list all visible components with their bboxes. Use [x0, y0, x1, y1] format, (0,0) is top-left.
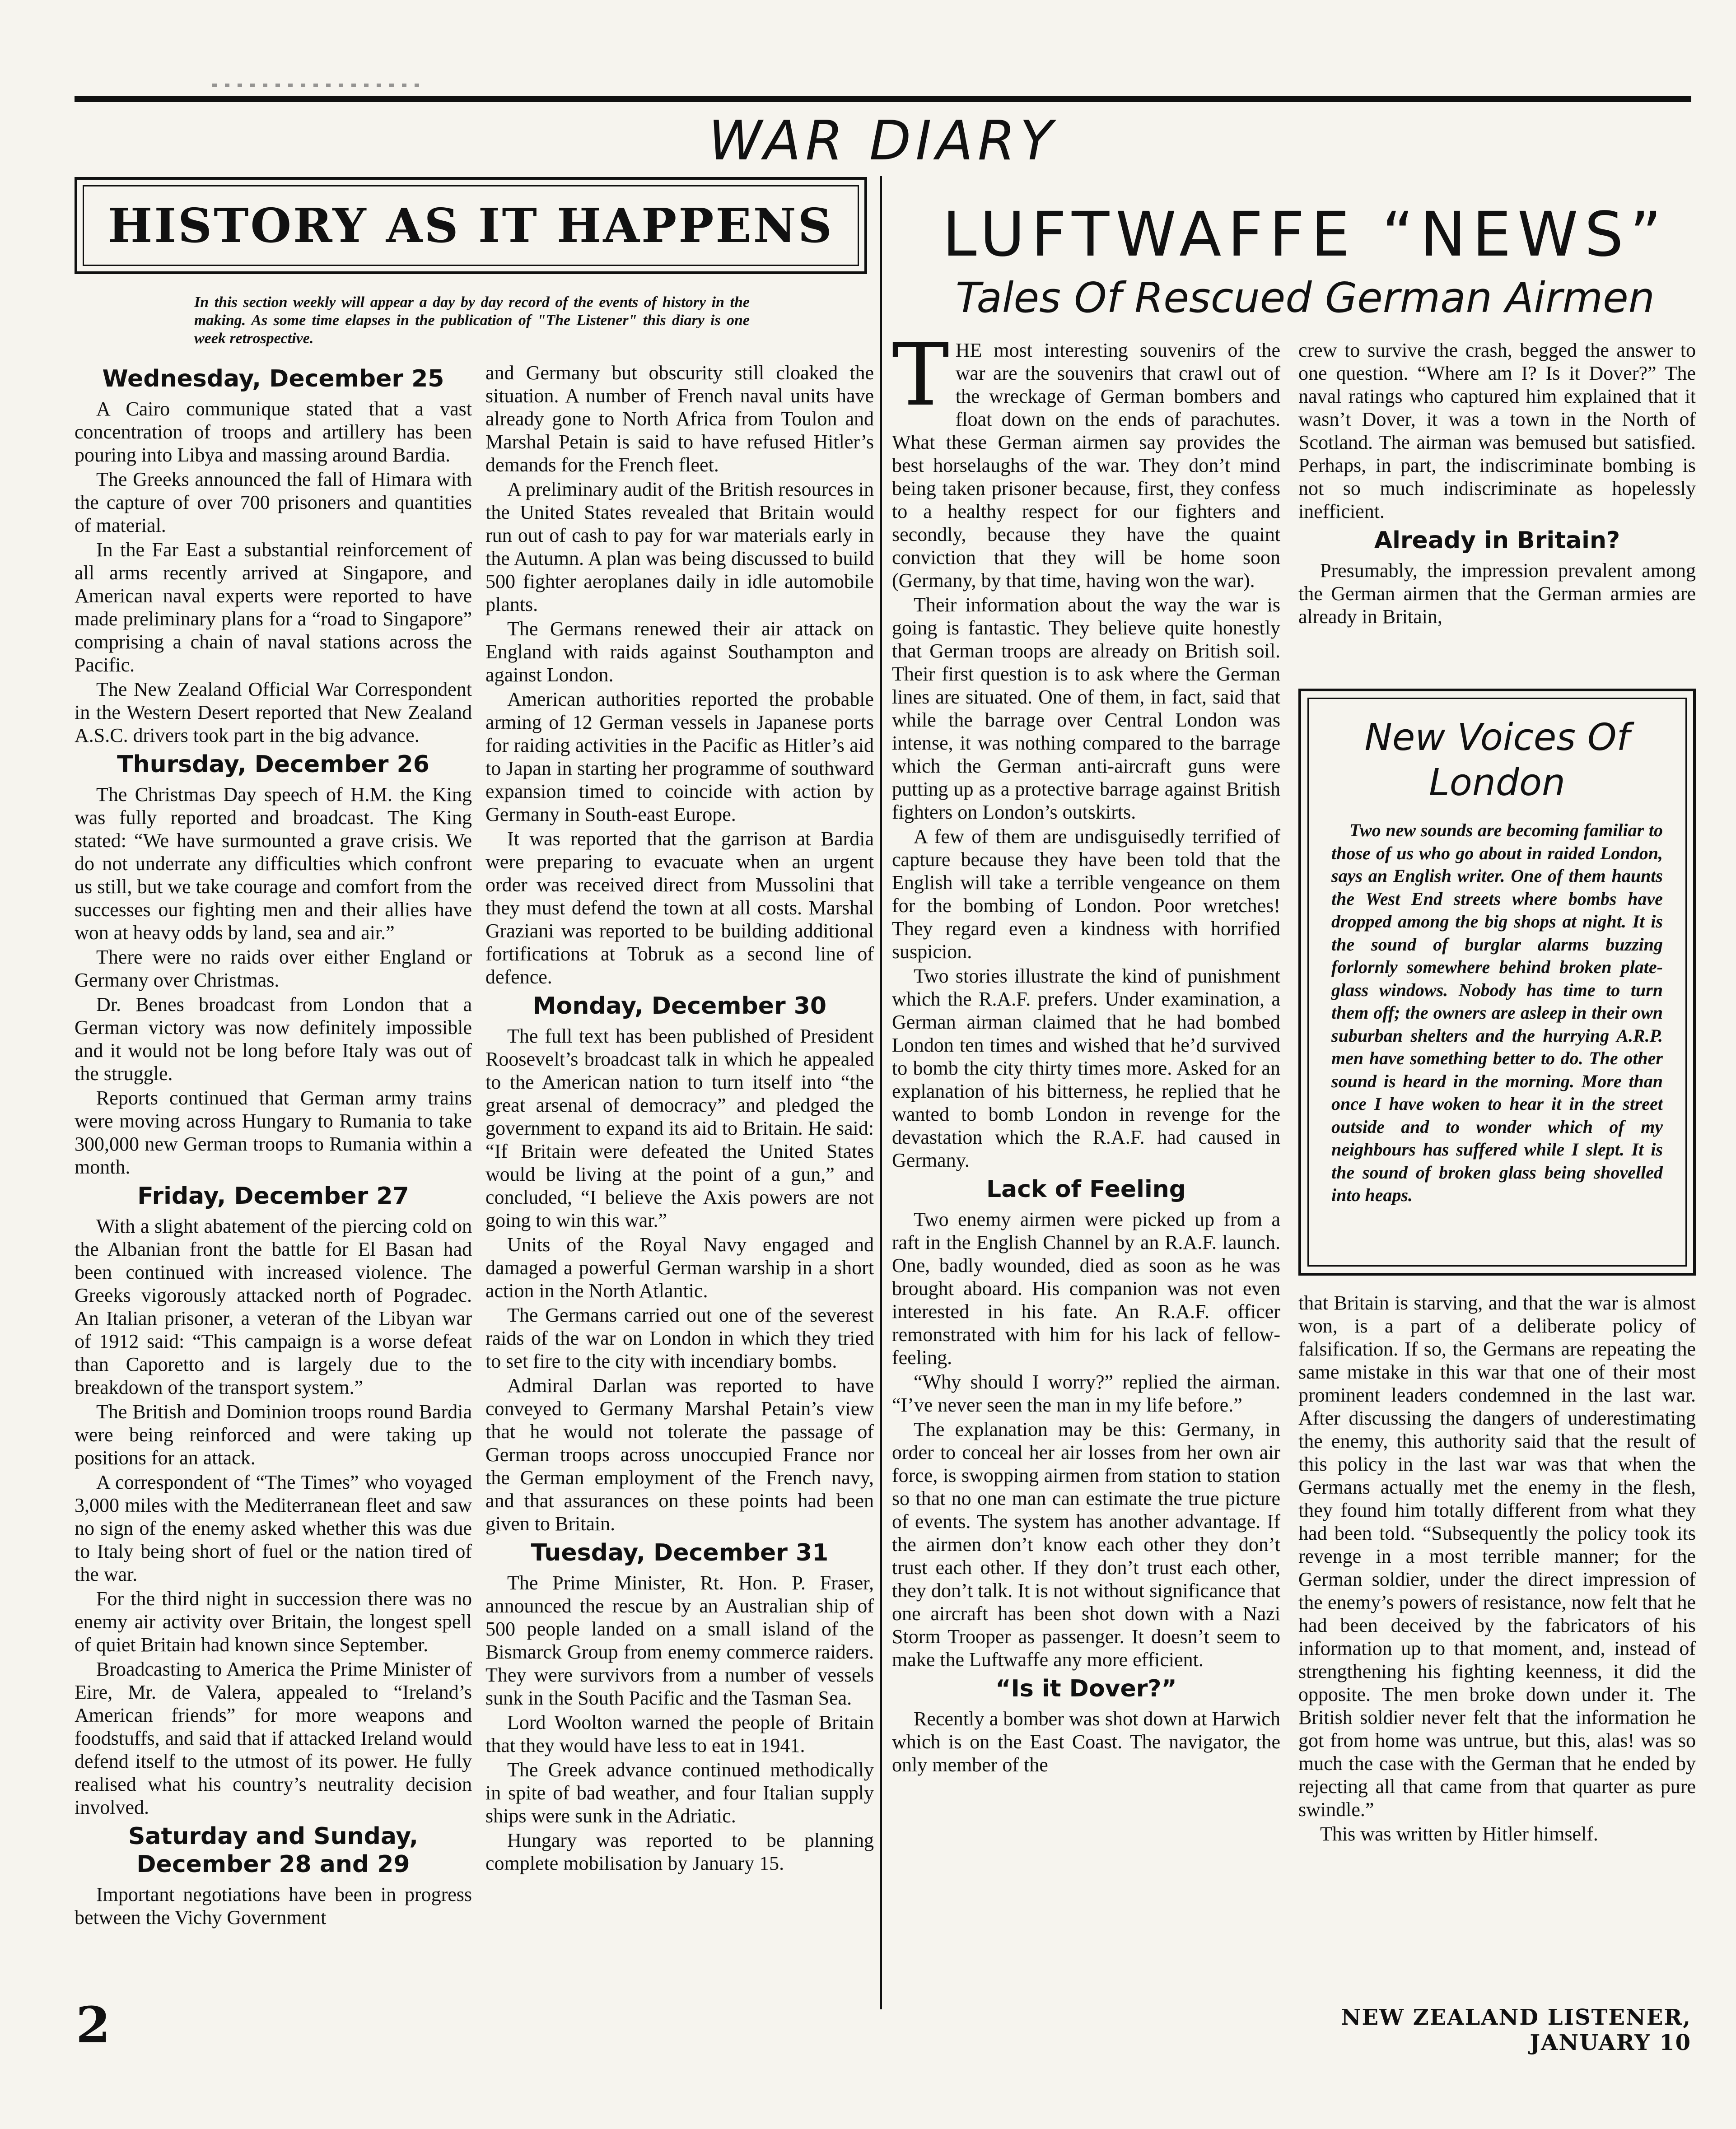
section-heading: “Is it Dover?”: [995, 1675, 1177, 1702]
paragraph: Presumably, the impression prevalent among the German airmen that the German armies are already in Britain,: [1298, 559, 1696, 628]
section-heading: Tuesday, December 31: [531, 1539, 829, 1566]
paragraph: “Why should I worry?” replied the airman. “I’ve never seen the man in my life before.”: [892, 1371, 1280, 1416]
paragraph: Two stories illustrate the kind of punishment which the R.A.F. prefers. Under examination, a German airman claimed that he had bombed London ten times and wished that he’d survived to bomb the city thirty times more. Asked for an explanation of his bitterness, he replied that he wanted to bomb London in revenge for the devastation which the R.A.F. had caused in Germany.: [892, 965, 1280, 1171]
paragraph: that Britain is starving, and that the war is almost won, is a part of a deliberate policy of falsification. If so, the Germans are repeating the same mistake in this war that one of their most prominent leaders condemned in the last war. After discussing the dangers of underestimating the enemy, this authority said that the result of this policy in the last war was that when the Germans actually met the enemy in the flesh, they found him totally different from what they had been told. “Subsequently the policy took its revenge in a most terrible manner; for the German soldier, under the direct impression of the enemy’s powers of resistance, now felt that he had been deceived by the fabricators of his information up to that moment, and, instead of strengthening his fighting keenness, it did the opposite. The men broke down under it. The British soldier never felt that the information he got from home was untrue, but this, alas! was so much the case with the German that he ended by rejecting all that came from that quarter as pure swindle.”: [1298, 1292, 1696, 1821]
paragraph: Their information about the way the war is going is fantastic. They believe quite honestly that German troops are already on British soil. Their first question is to ask where the German lines are situated. One of them, in fact, said that while the barrage over Central London was intense, it was nothing compared to the barrage which the German anti-aircraft guns were putting up as a protective barrage against British fighters on London’s outskirts.: [892, 594, 1280, 823]
paragraph: The Germans carried out one of the severest raids of the war on London in which they tried to set fire to the city with incendiary bombs.: [485, 1304, 874, 1372]
section-heading: Friday, December 27: [137, 1183, 409, 1210]
paragraph: It was reported that the garrison at Bardia were preparing to evacuate when an urgent order was received direct from Mussolini that they must defend the town at all costs. Marshal Graziani was reported to be building additional fortifications at Tobruk as a second line of defence.: [485, 828, 874, 988]
article-column-1: [892, 325, 1280, 1778]
section-heading: Wednesday, December 25: [102, 365, 444, 392]
paragraph: American authorities reported the probable arming of 12 German vessels in Japanese ports for raiding activities in the Pacific as Hitler’s aid to Japan in starting her programme of southward expansion timed to coincide with action by Germany in South-east Europe.: [485, 688, 874, 825]
paragraph: The full text has been published of President Roosevelt’s broadcast talk in which he appealed to the American nation to turn itself into “the great arsenal of democracy” and pledged the government to expand its aid to Britain. He said: “If Britain were defeated the United States would be living at the point of a gun,” and concluded, “I believe the Axis powers are not going to win this war.”: [485, 1025, 874, 1231]
masthead-title: WAR DIARY: [708, 110, 1058, 172]
section-heading: Monday, December 30: [532, 992, 827, 1020]
paragraph: For the third night in succession there was no enemy air activity over Britain, the longest spell of quiet Britain had known since September.: [75, 1588, 472, 1656]
paragraph: The British and Dominion troops round Bardia were being reinforced and were taking up positions for an attack.: [75, 1401, 472, 1469]
paragraph: The explanation may be this: Germany, in order to conceal her air losses from her own air force, is swopping airmen from station to station so that no one man can estimate the true picture of events. The system has another advantage. If the airmen don’t know each other they don’t trust each other. If they don’t trust each other, they don’t talk. It is not without significance that one aircraft has been shot down with a Nazi Storm Trooper as passenger. It doesn’t seem to make the Luftwaffe any more efficient.: [892, 1418, 1280, 1671]
paragraph-text: HE most interesting souvenirs of the war are the souvenirs that crawl out of the wreckage of German bombers and float down on the ends of parachutes. What these German airmen say provides the best horselaughs of the war. They don’t mind being taken prisoner because, first, they confess to a healthy respect for our fighters and secondly, because they have the quaint conviction that they will be home soon (Germany, by that time, having won the war).: [892, 339, 1280, 592]
masthead-rule: [75, 96, 1691, 102]
paragraph: A few of them are undisguisedly terrified of capture because they have been told that the English will take a terrible vengeance on them for the bombing of London. Poor wretches! They regard even a kindness with horrified suspicion.: [892, 825, 1280, 963]
paragraph: Broadcasting to America the Prime Minister of Eire, Mr. de Valera, appealed to “Ireland’s American friends” for more weapons and foodstuffs, and said that if attacked Ireland would defend itself to the utmost of its power. He fully realised what his country’s neutrality decision involved.: [75, 1658, 472, 1818]
paragraph: A preliminary audit of the British resources in the United States revealed that Britain would run out of cash to pay for war materials early in the Autumn. A plan was being discussed to build 500 fighter aeroplanes daily in idle automobile plants.: [485, 478, 874, 615]
paragraph: Dr. Benes broadcast from London that a German victory was now definitely impossible and it would not be long before Italy was out of the struggle.: [75, 993, 472, 1085]
paragraph: Reports continued that German army trains were moving across Hungary to Rumania to take 300,000 new German troops to Rumania within a month.: [75, 1087, 472, 1178]
paragraph: This was written by Hitler himself.: [1320, 1823, 1598, 1845]
paragraph: Units of the Royal Navy engaged and damaged a powerful German warship in a short action in the North Atlantic.: [485, 1234, 874, 1302]
section-heading: Already in Britain?: [1374, 527, 1620, 554]
new-voices-title: New Voices Of London: [1364, 716, 1630, 804]
paragraph: The New Zealand Official War Correspondent in the Western Desert reported that New Zealand A.S.C. drivers took part in the big advance.: [75, 678, 472, 746]
paragraph: Recently a bomber was shot down at Harwich which is on the East Coast. The navigator, the only member of the: [892, 1708, 1280, 1776]
new-voices-box: [1298, 689, 1696, 1276]
paragraph: The Christmas Day speech of H.M. the King was fully reported and broadcast. The King stated: “We have surmounted a grave crisis. We do not underrate any difficulties which confront us still, but we take courage and comfort from the successes our fighting men and their allies have won at heavy odds by land, sea and air.”: [75, 783, 472, 944]
paragraph: The Germans renewed their air attack on England with raids against Southampton and against London.: [485, 618, 874, 686]
diary-column-2: [485, 361, 874, 1876]
section-intro: In this section weekly will appear a day by day record of the events of history in the making. As some time elapses in the publication of "The Listener" this diary is one week retrospective.: [194, 294, 750, 347]
paragraph: A correspondent of “The Times” who voyaged 3,000 miles with the Mediterranean fleet and saw no sign of the enemy asked whether this was due to Italy being short of fuel or the nation tired of the war.: [75, 1471, 472, 1585]
paragraph: The Greek advance continued methodically in spite of bad weather, and four Italian supply ships were sunk in the Adriatic.: [485, 1759, 874, 1827]
section-heading: Lack of Feeling: [986, 1176, 1186, 1203]
paragraph: In the Far East a substantial reinforcement of all arms recently arrived at Singapore, and American naval experts were reported to have made preliminary plans for a “road to Singapore” comprising a chain of naval stations across the Pacific.: [75, 539, 472, 676]
paragraph: and Germany but obscurity still cloaked the situation. A number of French naval units have already gone to North Africa from Toulon and Marshal Petain is said to have refused Hitler’s demands for the French fleet.: [485, 362, 874, 476]
new-voices-text: Two new sounds are becoming familiar to those of us who go about in raided London, says an English writer. One of them haunts the West End streets where bombs have dropped among the big shops at night. It is the sound of burglar alarms buzzing forlornly somewhere behind broken plate-glass windows. Nobody has time to turn them off; the owners are asleep in their own suburban shelters and the hurrying A.R.P. men have something better to do. The other sound is heard in the morning. More than once I have woken to hear it in the street outside and to wonder which of my neighbours has suffered while I slept. It is the sound of broken glass being shovelled into heaps.: [1331, 820, 1663, 1205]
paragraph: A Cairo communique stated that a vast concentration of troops and artillery has been pouring into Libya and massing around Bardia.: [75, 398, 472, 466]
paragraph: Two enemy airmen were picked up from a raft in the English Channel by an R.A.F. launch. One, badly wounded, died as soon as he was brought aboard. His companion was not even interested in his fate. An R.A.F. officer remonstrated with him for his lack of fellow-feeling.: [892, 1208, 1280, 1369]
section-heading: Saturday and Sunday, December 28 and 29: [128, 1823, 419, 1878]
drop-cap: T: [892, 325, 949, 425]
page-number: 2: [76, 1996, 111, 2054]
column-divider: [880, 176, 882, 2009]
article-column-2-top: [1298, 339, 1696, 629]
history-header-box: [75, 177, 867, 274]
paragraph: The Prime Minister, Rt. Hon. P. Fraser, announced the rescue by an Australian ship of 500 people landed on a small island of the Bismarck Group from enemy commerce raiders. They were survivors from a number of vessels sunk in the South Pacific and the Tasman Sea.: [485, 1572, 874, 1709]
luftwaffe-subtitle: Tales Of Rescued German Airmen: [955, 274, 1655, 322]
paragraph: Hungary was reported to be planning complete mobilisation by January 15.: [485, 1829, 874, 1874]
paragraph: With a slight abatement of the piercing cold on the Albanian front the battle for El Basan had been continued with increased violence. The Greeks vigorously attacked north of Pogradec. An Italian prisoner, a veteran of the Libyan war of 1912 said: “This campaign is a worse defeat than Caporetto and is largely due to the breakdown of the transport system.”: [75, 1215, 472, 1398]
history-header-title: HISTORY AS IT HAPPENS: [83, 185, 859, 266]
section-heading: Thursday, December 26: [117, 751, 429, 778]
luftwaffe-title: LUFTWAFFE “NEWS”: [942, 199, 1668, 270]
top-print-marks: [212, 84, 420, 87]
paragraph: Admiral Darlan was reported to have conveyed to Germany Marshal Petain’s view that he would not tolerate the passage of German troops across unoccupied France nor the German employment of the French navy, and that assurances on these points had been given to Britain.: [485, 1374, 874, 1535]
paragraph: The Greeks announced the fall of Himara with the capture of over 700 prisoners and quantities of material.: [75, 468, 472, 536]
paragraph: Important negotiations have been in progress between the Vichy Government: [75, 1883, 472, 1929]
paragraph: [892, 325, 1280, 592]
paragraph: crew to survive the crash, begged the answer to one question. “Where am I? Is it Dover?” The naval ratings who captured him explained that it wasn’t Dover, it was a town in the North of Scotland. The airman was bemused but satisfied. Perhaps, in part, the indiscriminate bombing is not so much indiscriminate as hopelessly inefficient.: [1298, 339, 1696, 522]
article-column-2-bottom: [1298, 1291, 1696, 1847]
paragraph: Lord Woolton warned the people of Britain that they would have less to eat in 1941.: [485, 1711, 874, 1756]
diary-column-1: [75, 361, 472, 1930]
paragraph: There were no raids over either England or Germany over Christmas.: [75, 946, 472, 991]
publication-footer: NEW ZEALAND LISTENER, JANUARY 10: [1341, 2005, 1691, 2055]
